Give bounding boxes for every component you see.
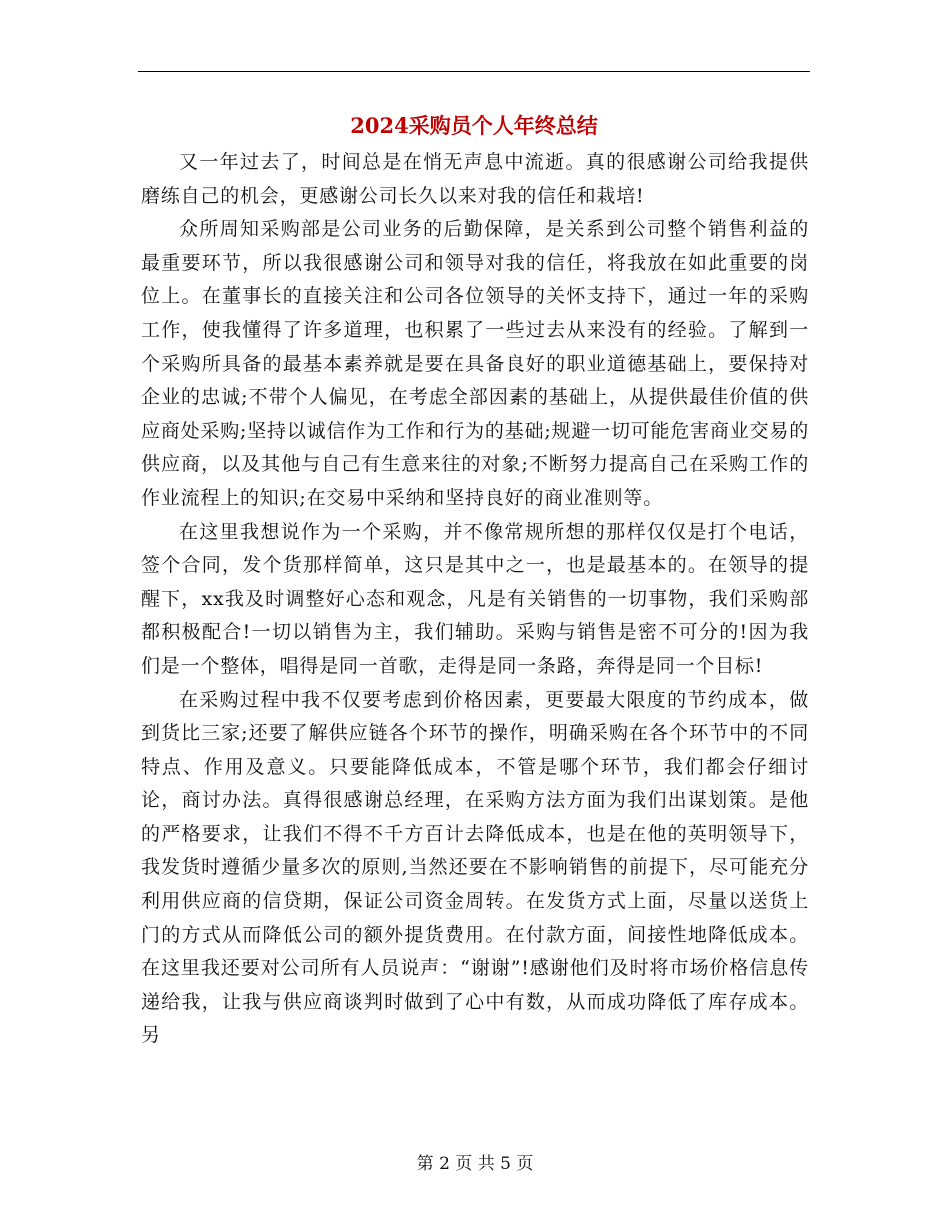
paragraph: 在这里我想说作为一个采购，并不像常规所想的那样仅仅是打个电话，签个合同，发个货那样简单，这只是其中之一，也是最基本的。在领导的提醒下，xx我及时调整好心态和观念，凡是有关销售的一切事物，我们采购部都积极配合!一切以销售为主，我们辅助。采购与销售是密不可分的!因为我们是一个整体，唱得是同一首歌，走得是同一条路，奔得是同一个目标! (141, 520, 809, 677)
paragraph: 众所周知采购部是公司业务的后勤保障，是关系到公司整个销售利益的最重要环节，所以我很感谢公司和领导对我的信任，将我放在如此重要的岗位上。在董事长的直接关注和公司各位领导的关怀支持下，通过一年的采购工作，使我懂得了许多道理，也积累了一些过去从来没有的经验。了解到一个采购所具备的最基本素养就是要在具备良好的职业道德基础上，要保持对企业的忠诚;不带个人偏见，在考虑全部因素的基础上，从提供最佳价值的供应商处采购;坚持以诚信作为工作和行为的基础;规避一切可能危害商业交易的供应商，以及其他与自己有生意来往的对象;不断努力提高自己在采购工作的作业流程上的知识;在交易中采纳和坚持良好的商业准则等。 (141, 218, 809, 509)
footer-mid: 页 共 (455, 1154, 495, 1174)
footer-suffix: 页 (516, 1154, 534, 1174)
document-body (141, 146, 809, 1053)
page-footer (0, 1150, 950, 1178)
page-number-current: 2 (439, 1154, 450, 1174)
header-rule (138, 71, 810, 72)
paragraph: 在采购过程中我不仅要考虑到价格因素，更要最大限度的节约成本，做到货比三家;还要了解供应链各个环节的操作，明确采购在各个环节中的不同特点、作用及意义。只要能降低成本，不管是哪个环节，我们都会仔细讨论，商讨办法。真得很感谢总经理，在采购方法方面为我们出谋划策。是他的严格要求，让我们不得不千方百计去降低成本，也是在他的英明领导下，我发货时遵循少量多次的原则,当然还要在不影响销售的前提下，尽可能充分利用供应商的信贷期，保证公司资金周转。在发货方式上面，尽量以送货上门的方式从而降低公司的额外提货费用。在付款方面，间接性地降低成本。在这里我还要对公司所有人员说声：“谢谢”!感谢他们及时将市场价格信息传递给我，让我与供应商谈判时做到了心中有数，从而成功降低了库存成本。另 (141, 688, 809, 1047)
document-title: 2024采购员个人年终总结 (350, 113, 598, 138)
paragraph: 又一年过去了，时间总是在悄无声息中流逝。真的很感谢公司给我提供磨练自己的机会，更感谢公司长久以来对我的信任和栽培! (141, 151, 809, 207)
footer-prefix: 第 (416, 1154, 434, 1174)
page-number-total: 5 (500, 1154, 511, 1174)
